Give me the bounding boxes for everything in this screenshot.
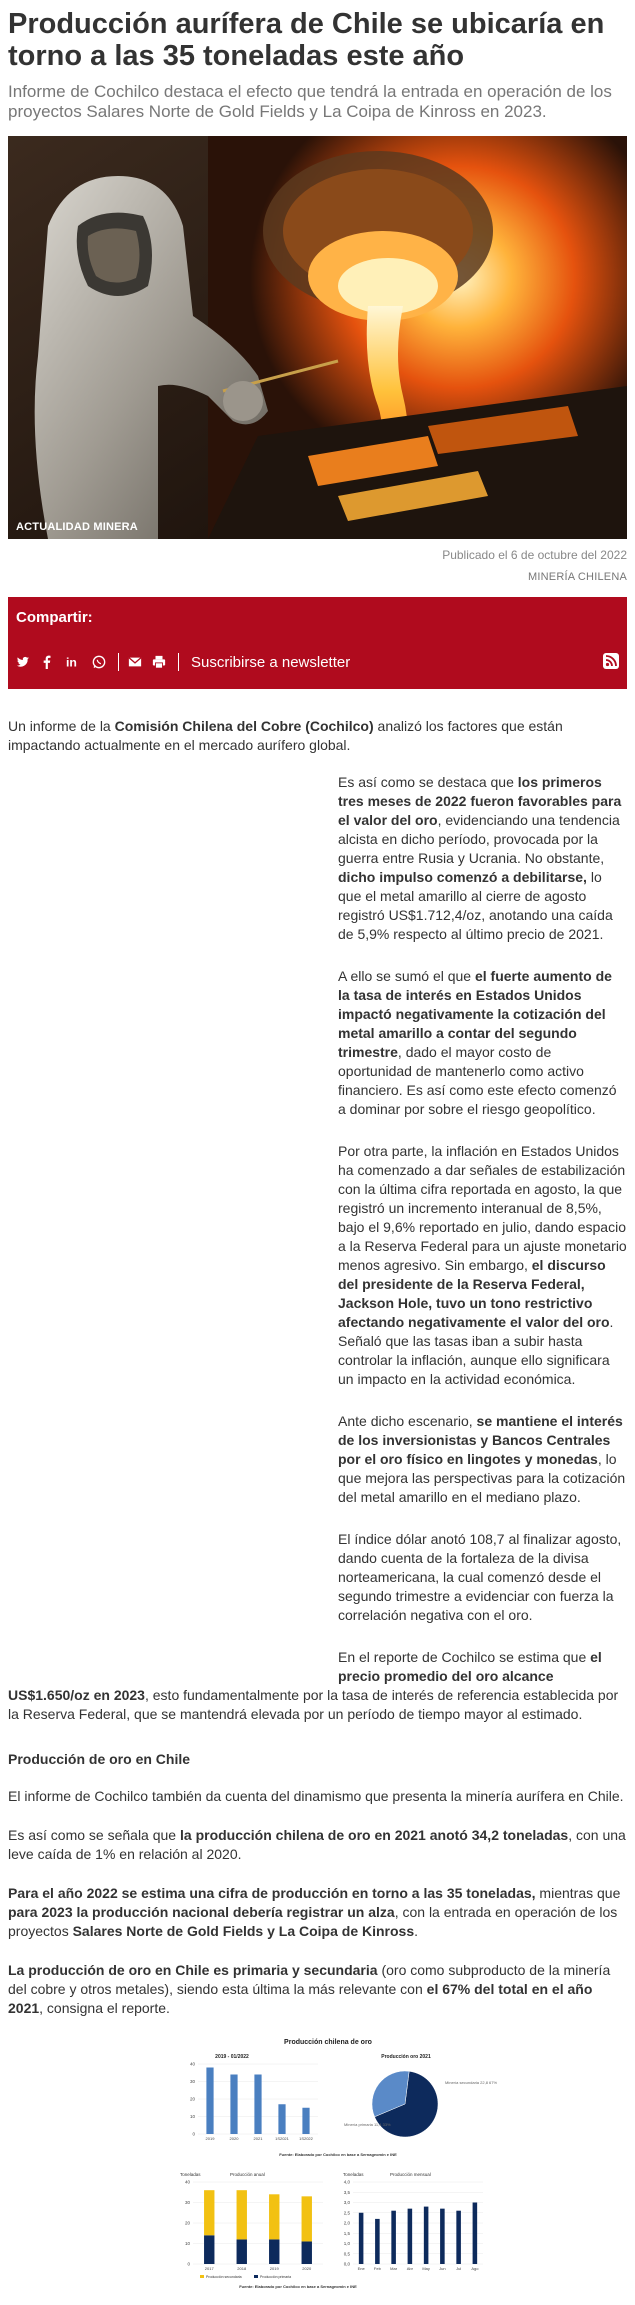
paragraph: Ante dicho escenario, se mantiene el interés de los inversionistas y Bancos Centrales por el oro físico en lingotes y monedas, lo que mejora las perspectivas para la cotización del metal amarillo en el mediano plazo. (338, 1413, 626, 1505)
x-tick-label: May (422, 2266, 430, 2271)
chart-pie-2021 (344, 2071, 497, 2137)
bar (424, 2207, 429, 2264)
y-tick-label: 3,0 (343, 2200, 350, 2205)
figure-source: Fuente: Elaborado por Cochilco en base a Sernageomin e INE (279, 2152, 397, 2157)
bar (440, 2209, 445, 2264)
article-title: Producción aurífera de Chile se ubicaría en torno a las 35 toneladas este año (8, 8, 605, 72)
paragraph: El índice dólar anotó 108,7 al finalizar agosto, dando cuenta de la fortaleza de la divisa norteamericana, la cual comenzó desde el segundo trimestre a evidenciar con fuerza la correlación negativa con el oro. (338, 1531, 622, 1623)
x-tick-label: Mar (390, 2266, 398, 2271)
charts-svg (8, 2030, 627, 2300)
x-tick-label: 2018 (237, 2266, 247, 2271)
paragraph: Es así como se destaca que los primeros tres meses de 2022 fueron favorables para el valor del oro, evidenciando una tendencia alcista en dicho período, provocada por la guerra entre Rusia y Ucrania. No obstante, dicho impulso comenzó a debilitarse, lo que el metal amarillo al cierre de agosto registró US$1.712,4/oz, anotando una caída de 5,9% respecto al último precio de 2021. (338, 774, 622, 942)
bar (206, 2068, 213, 2135)
x-tick-label: 1S2021 (275, 2136, 289, 2141)
paragraph: A ello se sumó el que el fuerte aumento de la tasa de interés en Estados Unidos impactó negativamente la cotización del metal amarillo a contar del segundo trimestre, dado el mayor costo de oportunidad de mantenerlo como activo financiero. Es así como este efecto comenzó a dominar por sobre el riesgo geopolítico. (338, 968, 617, 1117)
publish-date: Publicado el 6 de octubre del 2022 (442, 548, 627, 562)
y-tick-label: 1,0 (343, 2241, 350, 2246)
x-tick-label: Jul (456, 2266, 462, 2271)
production-figure (8, 2030, 627, 2300)
y-tick-label: 10 (189, 2114, 195, 2119)
y-tick-label: 3,5 (343, 2189, 350, 2195)
y-tick-label: 20 (189, 2096, 195, 2102)
chart4-ylabel: Toneladas (343, 2172, 364, 2177)
pie-label: Minería secundaria 22,8 67% (445, 2080, 498, 2085)
bar-segment (204, 2190, 214, 2235)
paragraph: En el reporte de Cochilco se estima que el precio promedio del oro alcance (338, 1649, 602, 1684)
x-tick-label: 2019 (269, 2266, 279, 2271)
chart-annual-stacked (185, 2180, 323, 2272)
y-tick-label: 4,0 (343, 2179, 350, 2185)
facebook-icon[interactable] (40, 655, 54, 669)
share-bar (8, 597, 627, 689)
section-heading: Producción de oro en Chile (8, 1751, 191, 1767)
y-tick-label: 2,5 (343, 2210, 350, 2216)
chart-monthly (344, 2180, 483, 2272)
bar (473, 2203, 478, 2265)
bar-segment (269, 2194, 279, 2239)
article-subtitle: Informe de Cochilco destaca el efecto que tendrá la entrada en operación de los proyectos Salares Norte de Gold Fields y La Coipa de Kinross en 2023. (8, 82, 612, 121)
chart3-title: Producción anual (230, 2172, 265, 2177)
article-source: MINERÍA CHILENA (528, 571, 627, 583)
svg-text:in: in (66, 655, 77, 670)
y-tick-label: 0,5 (343, 2251, 350, 2257)
bar (375, 2219, 380, 2264)
pie-label: Minería primaria 11,4 33% (344, 2122, 391, 2127)
print-icon[interactable] (152, 655, 166, 669)
y-tick-label: 2,0 (343, 2220, 350, 2226)
bar (254, 2075, 261, 2135)
share-divider (178, 653, 179, 671)
bar (456, 2211, 461, 2264)
legend-swatch-secondary (200, 2275, 204, 2278)
bar-segment (269, 2239, 279, 2264)
newsletter-link[interactable]: Suscribirse a newsletter (191, 653, 351, 671)
rss-icon[interactable] (603, 653, 619, 669)
x-tick-label: 1S2022 (299, 2136, 313, 2141)
share-label: Compartir: (16, 609, 93, 626)
x-tick-label: Feb (373, 2266, 381, 2271)
y-tick-label: 10 (184, 2241, 190, 2246)
bar (391, 2211, 396, 2264)
x-tick-label: Ene (357, 2266, 365, 2271)
legend-swatch-primary (254, 2275, 258, 2278)
paragraph: Por otra parte, la inflación en Estados Unidos ha comenzado a dar señales de estabilización con la última cifra reportada en agosto, la que registró un incremento interanual de 8,5%, bajo el 9,6% reportado en julio, dando espacio a la Reserva Federal para un ajuste monetario menos agresivo. Sin embargo, el discurso del presidente de la Reserva Federal, Jackson Hole, tuvo un tono restrictivo afectando negativamente el valor del oro. Señaló que las tasas iban a subir hasta controlar la inflación, aunque ello significara un impacto en la actividad económica. (338, 1143, 627, 1387)
figure-source: Fuente: Elaborado por Cochilco en base a Sernageomin e INE (239, 2284, 357, 2289)
bar-segment (237, 2190, 247, 2239)
paragraph: Para el año 2022 se estima una cifra de producción en torno a las 35 toneladas, mientras que para 2023 la producción nacional debería registrar un alza, con la entrada en operación de los proyectos Salares Norte de Gold Fields y La Coipa de Kinross. (8, 1885, 621, 1939)
bar (359, 2213, 364, 2264)
image-credit: ACTUALIDAD MINERA (16, 521, 138, 533)
legend-primary: Producción primaria (260, 2275, 292, 2279)
bar (408, 2209, 413, 2264)
y-tick-label: 40 (184, 2179, 190, 2185)
bar-segment (302, 2196, 312, 2241)
bar (278, 2104, 285, 2134)
y-tick-label: 30 (184, 2200, 190, 2205)
paragraph: US$1.650/oz en 2023, esto fundamentalmente por la tasa de interés de referencia establecida por la Reserva Federal, que se mantendrá elevada por un período de tiempo mayor al estimado. (8, 1687, 619, 1722)
y-tick-label: 20 (184, 2220, 190, 2226)
paragraph: Es así como se señala que la producción chilena de oro en 2021 anotó 34,2 toneladas, con una leve caída de 1% en relación al 2020. (8, 1827, 626, 1862)
article-column (338, 773, 627, 1686)
bar-segment (302, 2241, 312, 2264)
bar-segment (237, 2239, 247, 2264)
figure-title: Producción chilena de oro (284, 2039, 372, 2046)
chart1-title: 2019 - 01/2022 (215, 2054, 249, 2060)
pie-title: Producción oro 2021 (381, 2054, 431, 2060)
email-icon[interactable] (128, 655, 142, 669)
hero-image (8, 136, 627, 539)
bar-segment (204, 2235, 214, 2264)
x-tick-label: 2020 (302, 2266, 312, 2271)
x-tick-label: Abr (406, 2266, 413, 2271)
chart4-title: Producción mensual (390, 2172, 431, 2177)
share-icons (16, 651, 350, 673)
x-tick-label: Jun (439, 2266, 446, 2271)
x-tick-label: 2019 (205, 2136, 215, 2141)
share-divider (118, 653, 119, 671)
chart3-ylabel: Toneladas (180, 2172, 201, 2177)
y-tick-label: 0,0 (343, 2261, 350, 2267)
paragraph: La producción de oro en Chile es primaria y secundaria (oro como subproducto de la minería del cobre y otros metales), siendo esta última la más relevante con el 67% del total en el año 2021, consigna el reporte. (8, 1962, 611, 2016)
x-tick-label: 2021 (253, 2136, 263, 2141)
y-tick-label: 40 (189, 2061, 195, 2067)
x-tick-label: 2020 (229, 2136, 239, 2141)
bar (302, 2108, 309, 2134)
y-tick-label: 1,5 (343, 2230, 350, 2236)
twitter-icon[interactable] (16, 655, 30, 669)
whatsapp-icon[interactable] (92, 655, 106, 669)
y-tick-label: 0 (192, 2131, 195, 2137)
chart-annual-2019-2022 (190, 2062, 318, 2142)
paragraph: El informe de Cochilco también da cuenta del dinamismo que presenta la minería aurífera en Chile. (8, 1788, 624, 1804)
y-tick-label: 0 (187, 2261, 190, 2267)
y-tick-label: 30 (189, 2079, 195, 2084)
bar (230, 2075, 237, 2135)
linkedin-icon[interactable] (64, 655, 82, 669)
hero-photo (8, 136, 627, 539)
intro-paragraph: Un informe de la Comisión Chilena del Cobre (Cochilco) analizó los factores que están impactando actualmente en el mercado aurífero global. (8, 718, 563, 753)
x-tick-label: Ago (471, 2266, 479, 2271)
x-tick-label: 2017 (204, 2266, 214, 2271)
legend-secondary: Producción secundaria (206, 2275, 242, 2279)
